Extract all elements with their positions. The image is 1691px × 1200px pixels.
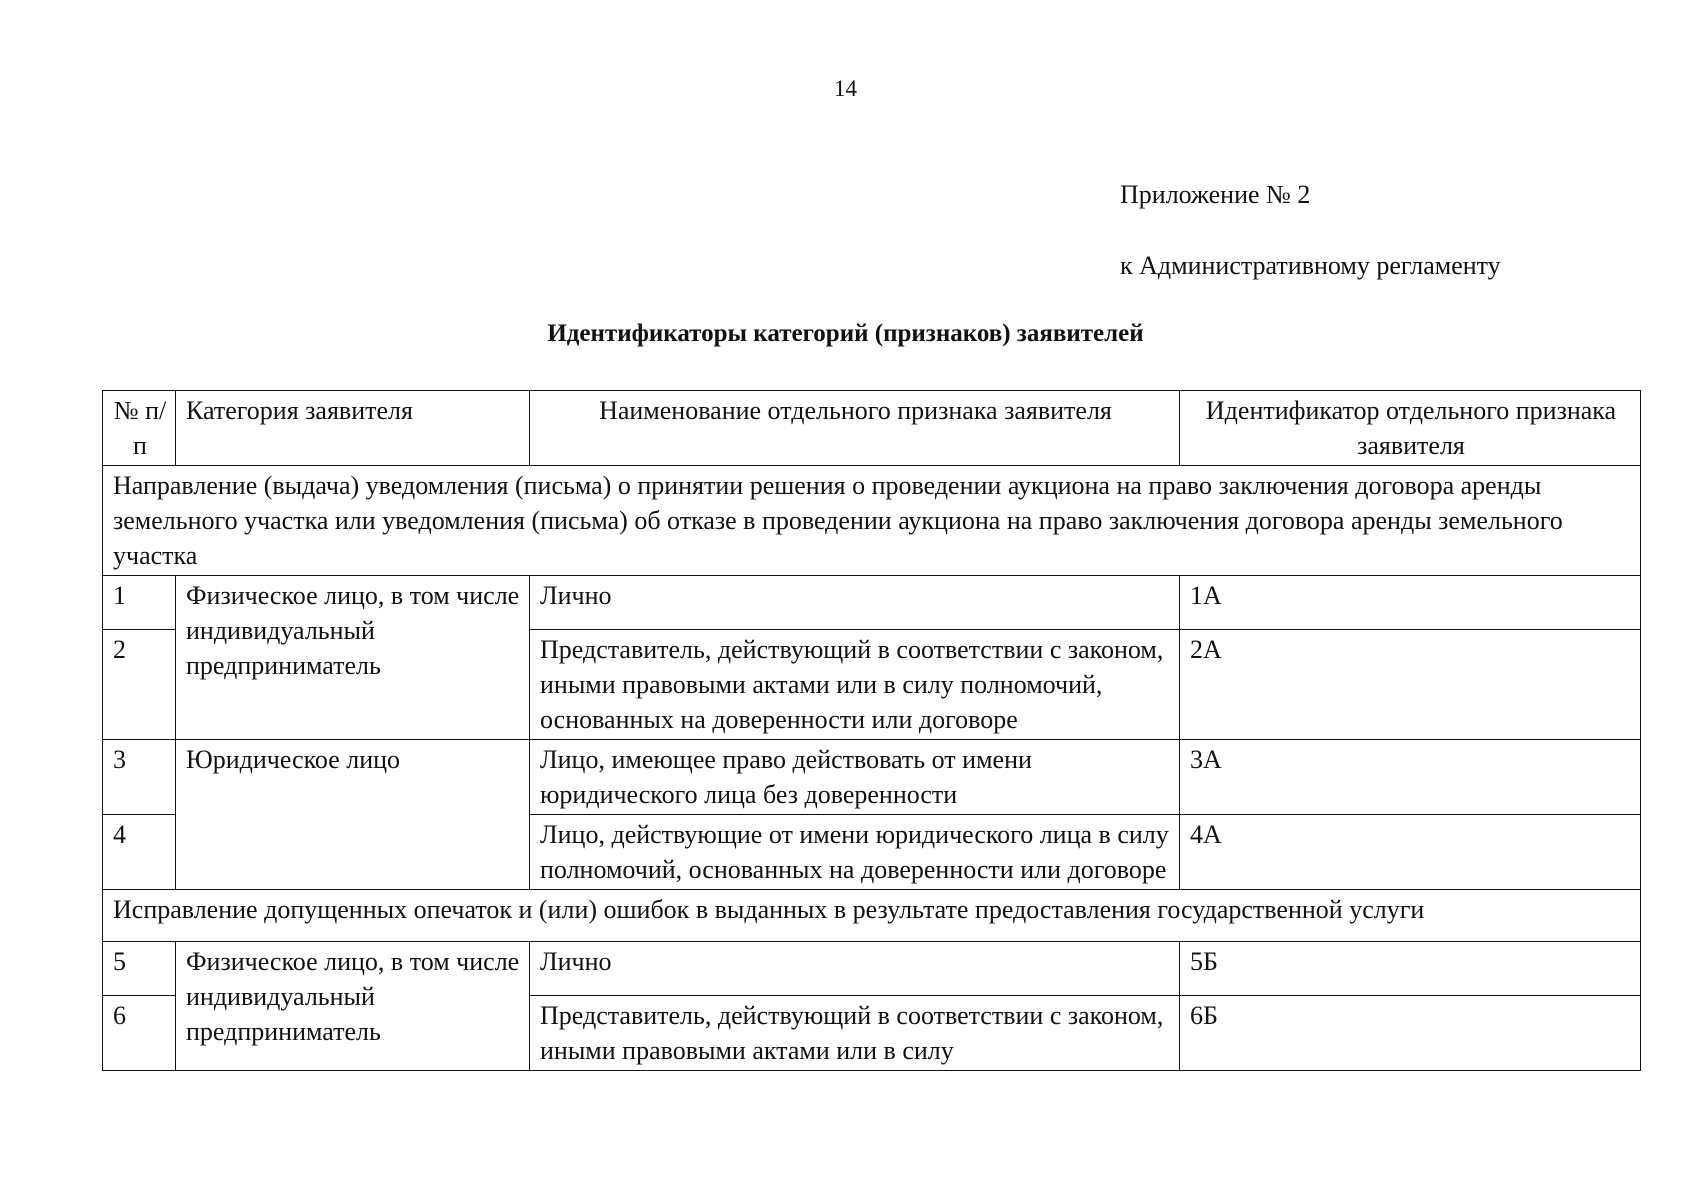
table-header-row [103, 391, 1641, 466]
row-num: 1 [103, 576, 176, 630]
identifier-cell: 5Б [1180, 942, 1641, 996]
appendix-subtitle: к Административному регламенту [1120, 251, 1501, 280]
category-cell: Юридическое лицо [176, 740, 530, 890]
feature-cell: Лицо, действующие от имени юридического лица в силу полномочий, основанных на доверенности или договоре [530, 815, 1180, 890]
feature-cell: Представитель, действующий в соответствии с законом, иными правовыми актами или в силу полномочий, основанных на доверенности или договоре [530, 630, 1180, 740]
page-number: 14 [834, 76, 857, 101]
identifier-cell: 4А [1180, 815, 1641, 890]
header-num: № п/п [103, 391, 176, 466]
feature-cell: Представитель, действующий в соответствии с законом, иными правовыми актами или в силу [530, 996, 1180, 1071]
header-identifier: Идентификатор отдельного признака заявителя [1180, 391, 1641, 466]
row-num: 4 [103, 815, 176, 890]
identifier-cell: 1А [1180, 576, 1641, 630]
appendix-title: Приложение № 2 [1120, 180, 1311, 209]
feature-cell: Лично [530, 576, 1180, 630]
category-cell: Физическое лицо, в том числе индивидуальный предприниматель [176, 942, 530, 1071]
table-row [103, 942, 1641, 996]
identifier-cell: 2А [1180, 630, 1641, 740]
document-title: Идентификаторы категорий (признаков) заявителей [547, 320, 1144, 347]
section-row [103, 466, 1641, 576]
header-feature: Наименование отдельного признака заявителя [530, 391, 1180, 466]
section-row [103, 890, 1641, 942]
feature-cell: Лицо, имеющее право действовать от имени юридического лица без доверенности [530, 740, 1180, 815]
feature-cell: Лично [530, 942, 1180, 996]
category-cell: Физическое лицо, в том числе индивидуальный предприниматель [176, 576, 530, 740]
row-num: 3 [103, 740, 176, 815]
applicant-categories-table [102, 390, 1641, 1071]
table-row [103, 740, 1641, 815]
table-row [103, 576, 1641, 630]
row-num: 5 [103, 942, 176, 996]
section-2-title: Исправление допущенных опечаток и (или) ошибок в выданных в результате предоставления государственной услуги [103, 890, 1641, 942]
identifier-cell: 6Б [1180, 996, 1641, 1071]
header-category: Категория заявителя [176, 391, 530, 466]
identifier-cell: 3А [1180, 740, 1641, 815]
row-num: 2 [103, 630, 176, 740]
section-1-title: Направление (выдача) уведомления (письма) о принятии решения о проведении аукциона на право заключения договора аренды земельного участка или уведомления (письма) об отказе в проведении аукциона на право заключения договора аренды земельного участка [103, 466, 1641, 576]
row-num: 6 [103, 996, 176, 1071]
